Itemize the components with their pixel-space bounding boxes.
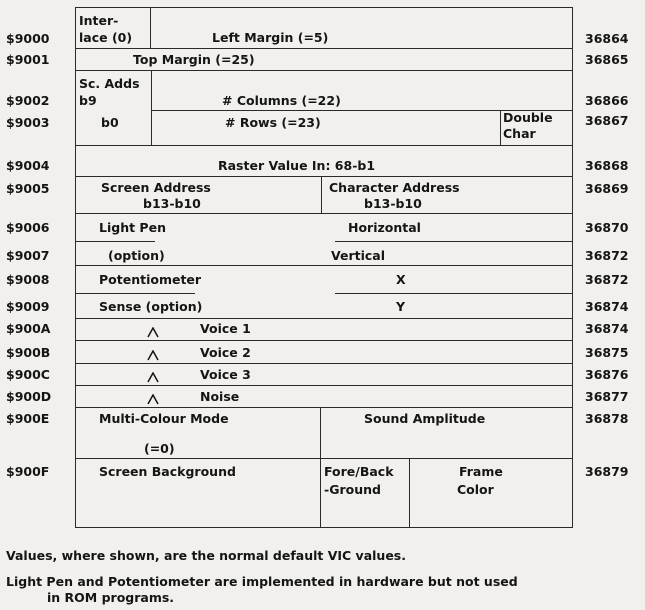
potentiometer-y-label: Y <box>396 299 406 314</box>
hex-address: $9001 <box>6 52 50 67</box>
hex-address: $900C <box>6 367 50 382</box>
raster-value-label: Raster Value In: 68-b1 <box>218 158 376 173</box>
decimal-address: 36864 <box>585 31 629 46</box>
decimal-address: 36869 <box>585 181 629 196</box>
decimal-address: 36867 <box>585 113 629 128</box>
hex-address: $9002 <box>6 93 50 108</box>
divider <box>75 363 573 364</box>
footnote-hardware-continued: in ROM programs. <box>47 590 175 605</box>
screen-background-label: Screen Background <box>99 464 236 479</box>
footnote-hardware: Light Pen and Potentiometer are implemented in hardware but not used <box>6 574 518 589</box>
light-pen-label: Light Pen <box>99 220 166 235</box>
hex-address: $9003 <box>6 115 50 130</box>
voice-3-label: Voice 3 <box>200 367 251 382</box>
voice-1-label: Voice 1 <box>200 321 251 336</box>
decimal-address: 36874 <box>585 321 629 336</box>
interlace-label: Inter- <box>79 13 119 28</box>
hex-address: $900D <box>6 389 52 404</box>
caret-up-icon <box>147 372 159 383</box>
caret-up-icon <box>147 350 159 361</box>
character-address-label: Character Address <box>329 180 460 195</box>
potentiometer-label: Potentiometer <box>99 272 202 287</box>
multi-colour-mode-label: (=0) <box>144 441 175 456</box>
hex-address: $900F <box>6 464 50 479</box>
horizontal-label: Horizontal <box>348 220 421 235</box>
vic-register-table <box>75 0 575 530</box>
decimal-address: 36877 <box>585 389 629 404</box>
decimal-address: 36868 <box>585 158 629 173</box>
decimal-address: 36875 <box>585 345 629 360</box>
divider <box>335 293 573 294</box>
hex-address: $9005 <box>6 181 50 196</box>
screen-address-label: b13-b10 <box>143 196 201 211</box>
screen-adds-label: b9 <box>79 93 97 108</box>
decimal-address: 36874 <box>585 299 629 314</box>
divider <box>75 385 573 386</box>
decimal-address: 36876 <box>585 367 629 382</box>
b0-label: b0 <box>101 115 119 130</box>
hex-address: $9006 <box>6 220 50 235</box>
double-char-label: Char <box>503 126 536 141</box>
decimal-address: 36865 <box>585 52 629 67</box>
rows-label: # Rows (=23) <box>225 115 321 130</box>
decimal-address: 36872 <box>585 272 629 287</box>
interlace-label: lace (0) <box>79 30 133 45</box>
left-margin-label: Left Margin (=5) <box>212 30 329 45</box>
frame-color-label: Color <box>457 482 494 497</box>
decimal-address: 36878 <box>585 411 629 426</box>
divider <box>151 70 152 110</box>
sound-amplitude-label: Sound Amplitude <box>364 411 486 426</box>
divider <box>75 340 573 341</box>
fore-back-ground-label: Fore/Back <box>324 464 394 479</box>
columns-label: # Columns (=22) <box>222 93 341 108</box>
hex-address: $900A <box>6 321 51 336</box>
divider <box>75 293 195 294</box>
decimal-address: 36870 <box>585 220 629 235</box>
hex-address: $9004 <box>6 158 50 173</box>
screen-address-label: Screen Address <box>101 180 211 195</box>
double-char-label: Double <box>503 110 553 125</box>
screen-adds-label: Sc. Adds <box>79 76 140 91</box>
hex-address: $900B <box>6 345 51 360</box>
voice-2-label: Voice 2 <box>200 345 251 360</box>
footnote-defaults: Values, where shown, are the normal default VIC values. <box>6 548 406 563</box>
hex-address: $900E <box>6 411 50 426</box>
hex-address: $9007 <box>6 248 50 263</box>
decimal-address: 36872 <box>585 248 629 263</box>
character-address-label: b13-b10 <box>364 196 422 211</box>
divider <box>75 265 573 266</box>
caret-up-icon <box>147 327 159 338</box>
decimal-address: 36866 <box>585 93 629 108</box>
hex-address: $9009 <box>6 299 50 314</box>
divider <box>335 241 573 242</box>
vertical-label: Vertical <box>331 248 386 263</box>
sense-option-label: Sense (option) <box>99 299 203 314</box>
divider <box>75 241 155 242</box>
top-margin-label: Top Margin (=25) <box>133 52 255 67</box>
potentiometer-x-label: X <box>396 272 406 287</box>
noise-label: Noise <box>200 389 240 404</box>
multi-colour-mode-label: Multi-Colour Mode <box>99 411 229 426</box>
hex-address: $9000 <box>6 31 50 46</box>
decimal-address: 36879 <box>585 464 629 479</box>
caret-up-icon <box>147 394 159 405</box>
frame-color-label: Frame <box>459 464 503 479</box>
fore-back-ground-label: -Ground <box>324 482 381 497</box>
option-label: (option) <box>108 248 165 263</box>
hex-address: $9008 <box>6 272 50 287</box>
